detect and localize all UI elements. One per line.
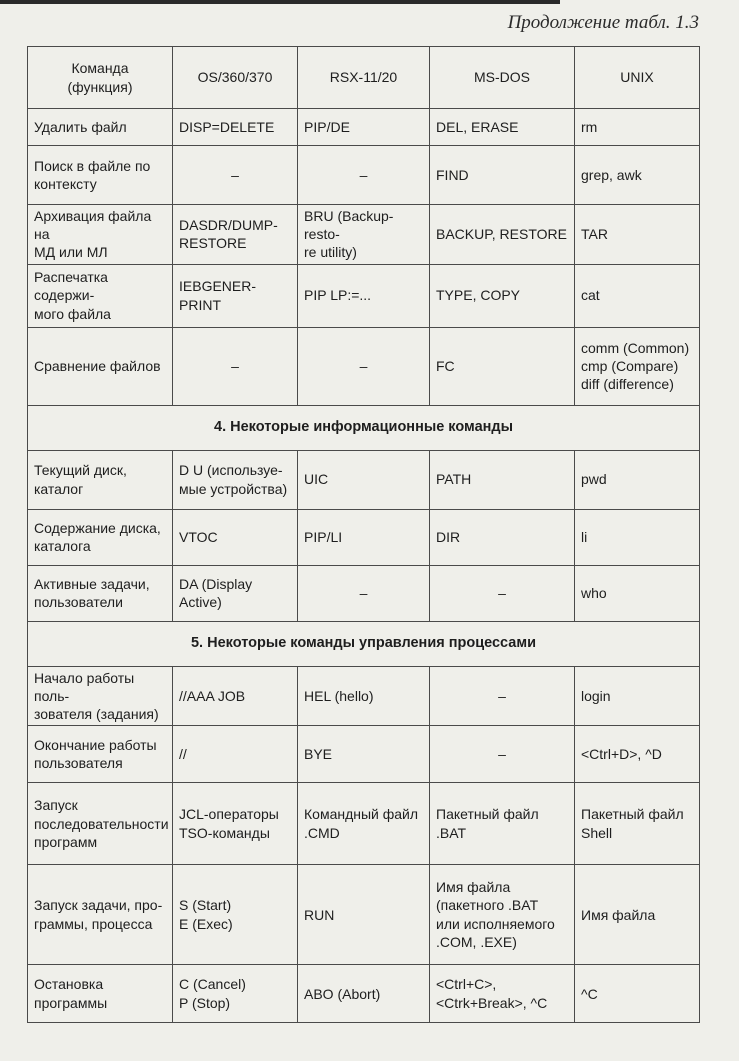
table-cell: ^C [575,965,700,1023]
table-cell: – [173,146,298,205]
table-row [28,450,700,509]
table-cell: PATH [430,450,575,509]
table-cell: PIP/LI [298,509,430,565]
table-cell: S (Start) E (Exec) [173,865,298,965]
table-row [28,666,700,726]
table-row [28,865,700,965]
table-cell: DA (Display Active) [173,565,298,621]
table-cell: BACKUP, RESTORE [430,205,575,265]
table-cell: PIP LP:=... [298,264,430,327]
table-cell: login [575,666,700,726]
table-cell: <Ctrl+C>, <Ctrk+Break>, ^C [430,965,575,1023]
table-cell: Удалить файл [28,109,173,146]
table-cell: BYE [298,726,430,783]
column-header-unix: UNIX [575,47,700,109]
column-header-os360: OS/360/370 [173,47,298,109]
table-row [28,783,700,865]
commands-table [27,46,700,1023]
table-cell: Запуск задачи, про- граммы, процесса [28,865,173,965]
table-cell: IEBGENER-PRINT [173,264,298,327]
table-cell: – [430,565,575,621]
table-cell: Командный файл .CMD [298,783,430,865]
table-cell: Активные задачи, пользователи [28,565,173,621]
table-cell: who [575,565,700,621]
table-cell: DASDR/DUMP- RESTORE [173,205,298,265]
section-row [28,405,700,450]
table-cell: ABO (Abort) [298,965,430,1023]
table-cell: TYPE, COPY [430,264,575,327]
table-cell: comm (Common) cmp (Compare) diff (difference) [575,327,700,405]
table-cell: grep, awk [575,146,700,205]
table-cell: – [298,327,430,405]
table-cell: Имя файла (пакетного .BAT или исполняемого .COM, .EXE) [430,865,575,965]
table-cell: DISP=DELETE [173,109,298,146]
table-cell: – [298,565,430,621]
column-header-msdos: MS-DOS [430,47,575,109]
table-cell: TAR [575,205,700,265]
section-row [28,621,700,666]
table-cell: Поиск в файле по контексту [28,146,173,205]
table-cell: pwd [575,450,700,509]
table-cell: Текущий диск, каталог [28,450,173,509]
table-cell: C (Cancel) P (Stop) [173,965,298,1023]
column-header-rsx: RSX-11/20 [298,47,430,109]
table-cell: – [173,327,298,405]
table-cell: //AAA JOB [173,666,298,726]
table-row [28,205,700,265]
table-cell: Пакетный файл .BAT [430,783,575,865]
table-cell: Окончание работы пользователя [28,726,173,783]
table-cell: D U (используе- мые устройства) [173,450,298,509]
table-cell: // [173,726,298,783]
table-cell: Сравнение файлов [28,327,173,405]
table-row [28,726,700,783]
table-cell: Имя файла [575,865,700,965]
table-cell: Пакетный файл Shell [575,783,700,865]
table-cell: Содержание диска, каталога [28,509,173,565]
table-cell: cat [575,264,700,327]
table-cell: UIC [298,450,430,509]
table-cell: – [430,726,575,783]
table-cell: li [575,509,700,565]
table-row [28,327,700,405]
table-cell: HEL (hello) [298,666,430,726]
table-cell: Распечатка содержи- мого файла [28,264,173,327]
section-heading: 4. Некоторые информационные команды [28,405,700,450]
table-cell: VTOC [173,509,298,565]
table-row [28,509,700,565]
table-cell: rm [575,109,700,146]
top-rule [0,0,560,4]
table-row [28,565,700,621]
table-cell: DEL, ERASE [430,109,575,146]
table-cell: RUN [298,865,430,965]
table-row [28,264,700,327]
continuation-caption: Продолжение табл. 1.3 [507,12,699,33]
table-cell: – [430,666,575,726]
table-row [28,109,700,146]
section-heading: 5. Некоторые команды управления процессами [28,621,700,666]
table-cell: Архивация файла на МД или МЛ [28,205,173,265]
table-cell: Начало работы поль- зователя (задания) [28,666,173,726]
table-cell: JCL-операторы TSO-команды [173,783,298,865]
table-cell: FIND [430,146,575,205]
table-cell: PIP/DE [298,109,430,146]
table-row [28,965,700,1023]
table-row [28,146,700,205]
table-cell: BRU (Backup-resto- re utility) [298,205,430,265]
table-cell: FC [430,327,575,405]
table-cell: – [298,146,430,205]
table-cell: Запуск последовательности программ [28,783,173,865]
column-header-command: Команда (функция) [28,47,173,109]
table-cell: <Ctrl+D>, ^D [575,726,700,783]
table-cell: DIR [430,509,575,565]
table-header-row [28,47,700,109]
table-cell: Остановка программы [28,965,173,1023]
